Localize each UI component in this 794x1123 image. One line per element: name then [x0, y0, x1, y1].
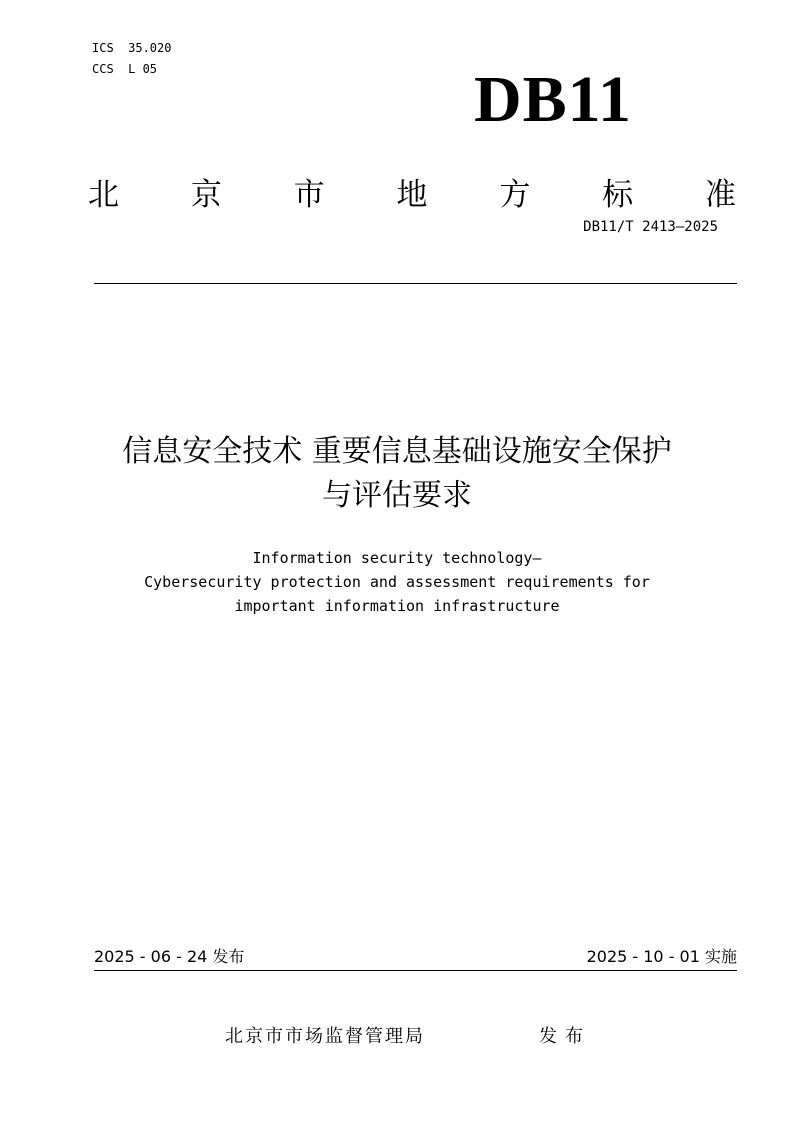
english-title-line: Cybersecurity protection and assessment requirements for [144, 573, 650, 591]
english-title-line: Information security technology— [252, 549, 542, 567]
standard-type-char: 北 [88, 177, 119, 213]
standard-type-char: 市 [293, 177, 325, 213]
ics-code: ICS 35.020 [92, 41, 172, 55]
bottom-divider [94, 970, 737, 971]
implementation-date: 2025 - 10 - 01 实施 [586, 947, 737, 966]
standard-type-char: 京 [190, 177, 222, 213]
classification-codes [92, 38, 171, 80]
chinese-title-line: 信息安全技术 重要信息基础设施安全保护 [122, 434, 672, 469]
standard-type-char: 准 [704, 177, 736, 213]
english-title-line: important information infrastructure [234, 597, 560, 615]
standard-number: DB11/T 2413—2025 [583, 219, 718, 235]
issue-label: 发布 [539, 1026, 591, 1047]
english-title [0, 546, 794, 618]
standard-type-char: 地 [396, 177, 428, 213]
standard-type-char: 方 [499, 177, 531, 213]
chinese-title [0, 430, 794, 518]
standard-prefix: DB11 [474, 63, 633, 136]
chinese-title-line: 与评估要求 [322, 478, 472, 513]
issue-date: 2025 - 06 - 24 发布 [94, 947, 245, 966]
standard-type-char: 标 [602, 177, 634, 213]
standard-type-heading [88, 173, 736, 217]
issuing-authority: 北京市市场监督管理局 [225, 1026, 425, 1047]
top-divider [94, 283, 737, 284]
ccs-code: CCS L 05 [92, 62, 158, 76]
